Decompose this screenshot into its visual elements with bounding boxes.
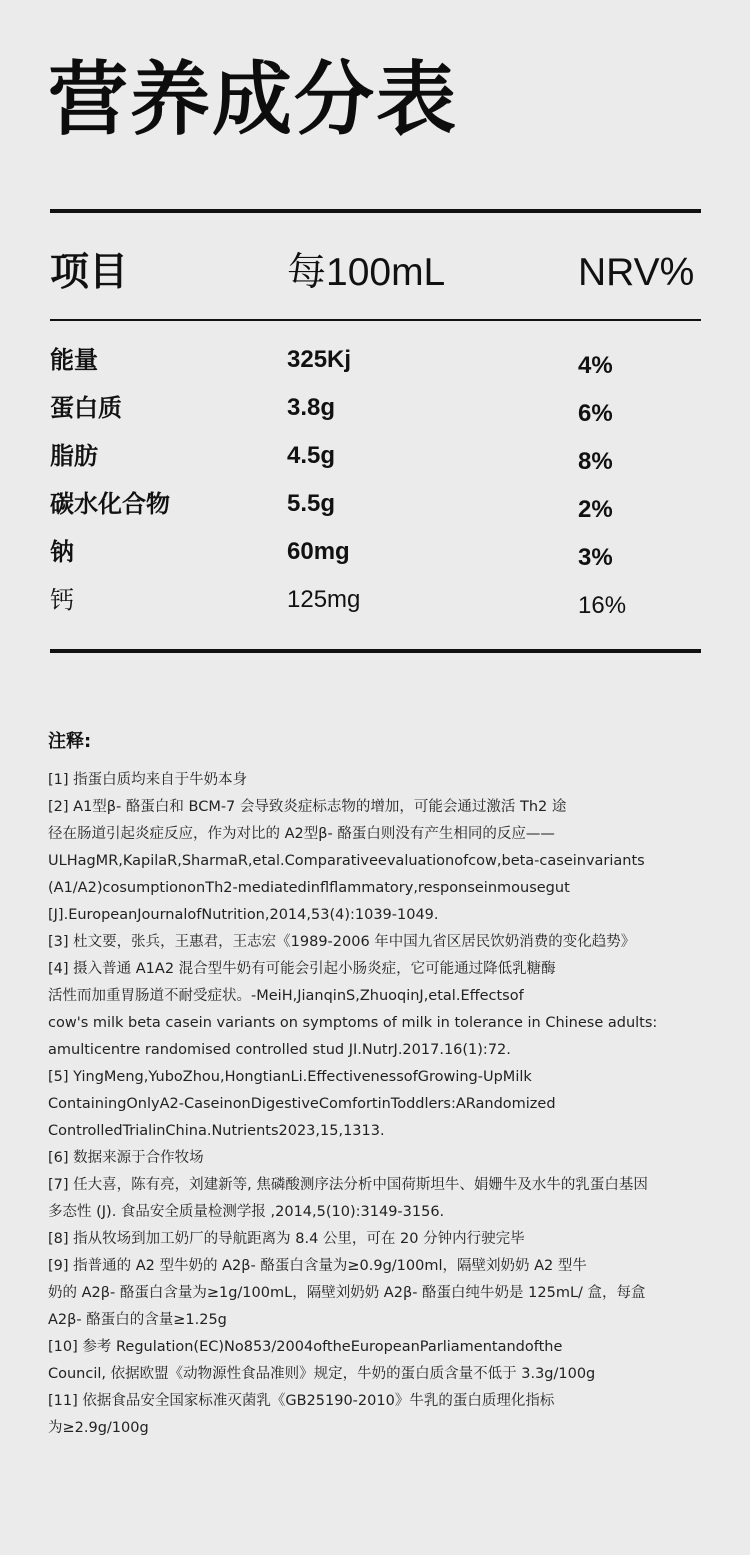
nutrient-name: 碳水化合物 bbox=[50, 490, 170, 518]
table-row bbox=[0, 576, 750, 624]
nutrient-value: 4.5g bbox=[287, 442, 336, 469]
table-row bbox=[0, 336, 750, 384]
table-row bbox=[0, 432, 750, 480]
note-line: [4] 摄入普通 A1A2 混合型牛奶有可能会引起小肠炎症，它可能通过降低乳糖酶 bbox=[48, 961, 556, 977]
nutrient-name: 钙 bbox=[50, 586, 74, 614]
note-line: cow's milk beta casein variants on symptoms of milk in tolerance in Chinese adults: bbox=[48, 1015, 658, 1031]
nutrient-name: 钠 bbox=[50, 538, 74, 566]
note-line: A2β- 酪蛋白的含量≥1.25g bbox=[48, 1312, 227, 1328]
note-line: [11] 依据食品安全国家标准灭菌乳《GB25190-2010》牛乳的蛋白质理化指标 bbox=[48, 1393, 555, 1409]
note-line: [6] 数据来源于合作牧场 bbox=[48, 1150, 204, 1166]
nutrient-value: 5.5g bbox=[287, 490, 336, 517]
page-title: 营养成分表 bbox=[48, 53, 458, 146]
table-bottom-rule bbox=[50, 649, 701, 653]
nutrient-value: 3.8g bbox=[287, 394, 336, 421]
nutrient-nrv: 16% bbox=[578, 592, 627, 619]
notes-title: 注释: bbox=[48, 731, 92, 752]
table-row bbox=[0, 384, 750, 432]
note-line: [8] 指从牧场到加工奶厂的导航距离为 8.4 公里，可在 20 分钟内行驶完毕 bbox=[48, 1231, 525, 1247]
note-line: 径在肠道引起炎症反应，作为对比的 A2型β- 酪蛋白则没有产生相同的反应—— bbox=[48, 826, 555, 842]
nutrient-nrv: 3% bbox=[578, 544, 613, 571]
note-line: [5] YingMeng,YuboZhou,HongtianLi.EffectivenessofGrowing-UpMilk bbox=[48, 1069, 532, 1085]
nutrient-value: 325Kj bbox=[287, 346, 352, 373]
note-line: [J].EuropeanJournalofNutrition,2014,53(4):1039-1049. bbox=[48, 907, 439, 923]
note-line: [10] 参考 Regulation(EC)No853/2004oftheEuropeanParliamentandofthe bbox=[48, 1339, 563, 1355]
note-line: 奶的 A2β- 酪蛋白含量为≥1g/100mL，隔壁刘奶奶 A2β- 酪蛋白纯牛奶是 125mL/ 盒，每盒 bbox=[48, 1285, 646, 1301]
note-line: amulticentre randomised controlled stud JI.NutrJ.2017.16(1):72. bbox=[48, 1042, 511, 1058]
note-line: 多态性 (J). 食品安全质量检测学报 ,2014,5(10):3149-3156. bbox=[48, 1204, 445, 1220]
note-line: [7] 任大喜，陈有亮，刘建新等, 焦磷酸测序法分析中国荷斯坦牛、娟姗牛及水牛的乳蛋白基因 bbox=[48, 1177, 648, 1193]
note-line: ContainingOnlyA2-CaseinonDigestiveComfortinToddlers:ARandomized bbox=[48, 1096, 556, 1112]
nutrient-nrv: 6% bbox=[578, 400, 613, 427]
note-line: Council, 依据欧盟《动物源性食品准则》规定，牛奶的蛋白质含量不低于 3.3g/100g bbox=[48, 1366, 596, 1382]
table-row bbox=[0, 480, 750, 528]
nutrient-nrv: 8% bbox=[578, 448, 613, 475]
note-line: 活性而加重胃肠道不耐受症状。-MeiH,JianqinS,ZhuoqinJ,etal.Effectsof bbox=[48, 988, 524, 1004]
nutrient-name: 能量 bbox=[50, 346, 98, 374]
notes-list bbox=[48, 767, 708, 1442]
nutrient-value: 125mg bbox=[287, 586, 361, 613]
table-row bbox=[0, 528, 750, 576]
nutrition-table-body bbox=[0, 336, 750, 624]
nutrient-nrv: 4% bbox=[578, 352, 613, 379]
note-line: [2] A1型β- 酪蛋白和 BCM-7 会导致炎症标志物的增加，可能会通过激活 Th2 途 bbox=[48, 799, 567, 815]
note-line: ULHagMR,KapilaR,SharmaR,etal.Comparativeevaluationofcow,beta-caseinvariants bbox=[48, 853, 645, 869]
nutrient-nrv: 2% bbox=[578, 496, 613, 523]
note-line: (A1/A2)cosumptiononTh2-mediatedinflflammatory,responseinmousegut bbox=[48, 880, 570, 896]
header-item: 项目 bbox=[50, 250, 129, 295]
note-line: ControlledTrialinChina.Nutrients2023,15,1313. bbox=[48, 1123, 385, 1139]
note-line: [1] 指蛋白质均来自于牛奶本身 bbox=[48, 772, 248, 788]
note-line: [3] 杜文要，张兵，王惠君，王志宏《1989-2006 年中国九省区居民饮奶消费的变化趋势》 bbox=[48, 934, 636, 950]
nutrient-name: 脂肪 bbox=[50, 442, 98, 470]
header-nrv: NRV% bbox=[578, 251, 695, 294]
table-header-rule bbox=[50, 319, 701, 321]
note-line: 为≥2.9g/100g bbox=[48, 1420, 149, 1436]
nutrient-name: 蛋白质 bbox=[50, 394, 122, 422]
header-per-100ml: 每100mL bbox=[287, 251, 446, 294]
nutrient-value: 60mg bbox=[287, 538, 350, 565]
note-line: [9] 指普通的 A2 型牛奶的 A2β- 酪蛋白含量为≥0.9g/100ml，隔壁刘奶奶 A2 型牛 bbox=[48, 1258, 587, 1274]
table-header bbox=[0, 245, 750, 301]
table-top-rule bbox=[50, 209, 701, 213]
